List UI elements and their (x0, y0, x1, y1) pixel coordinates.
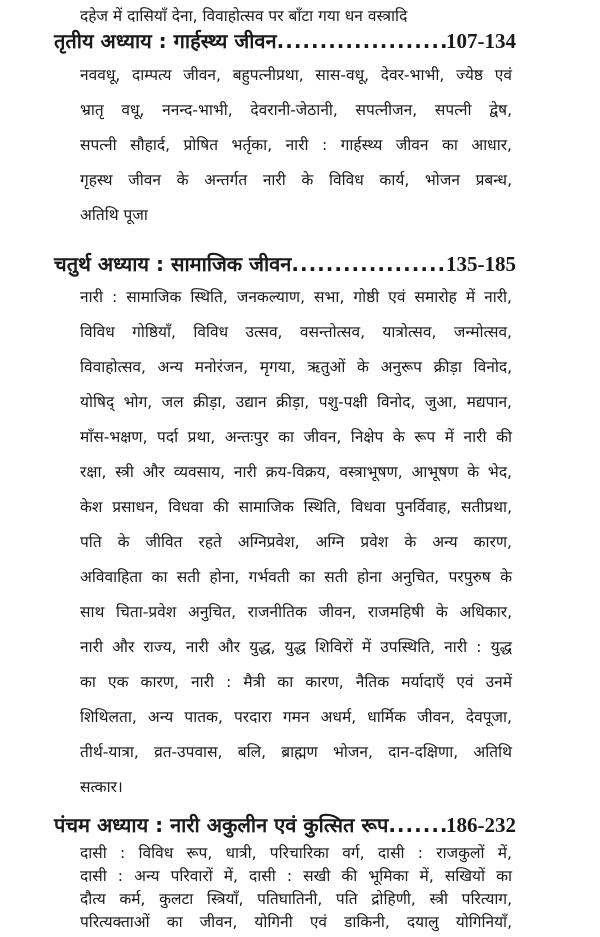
chapter-line: का एक कारण, नारी : मैत्री का कारण, नैतिक मर्यादाएँ एवं उनमें (80, 673, 512, 691)
chapter-line: भ्रातृ वधू, ननन्द-भाभी, देवरानी-जेठानी, सपत्नीजन, सपत्नी द्वेष, (80, 101, 512, 119)
chapter-line: विविध गोष्ठियाँ, विविध उत्सव, वसन्तोत्सव, यात्रोत्सव, जन्मोत्सव, (80, 323, 512, 341)
chapter-line: विवाहोत्सव, अन्य मनोरंजन, मृगया, ऋतुओं के अनुरूप क्रीड़ा विनोद, (80, 358, 512, 376)
chapter-title: पंचम अध्याय : नारी अकुलीन एवं कुत्सित रूप (54, 813, 389, 837)
chapter-line: अविवाहिता का सती होना, गर्भवती का सती होना अनुचित, परपुरुष के (80, 568, 512, 586)
chapter-pages: 186-232 (446, 813, 516, 837)
chapter-line: नारी : सामाजिक स्थिति, जनकल्याण, सभा, गोष्ठी एवं समारोह में नारी, (80, 288, 512, 306)
chapter-line: पति के जीवित रहते अग्निप्रवेश, अग्नि प्रवेश के अन्य कारण, (80, 533, 512, 551)
chapter-line: साथ चिता-प्रवेश अनुचित, राजनीतिक जीवन, राजमहिषी के अधिकार, (80, 603, 512, 621)
chapter-line: केश प्रसाधन, विधवा की सामाजिक स्थिति, विधवा पुनर्विवाह, सतीप्रथा, (80, 498, 512, 516)
dot-leader (291, 251, 446, 277)
chapter-line: गृहस्थ जीवन के अन्तर्गत नारी के विविध कार्य, भोजन प्रबन्ध, (80, 171, 512, 189)
chapter-line: नववधू, दाम्पत्य जीवन, बहुपत्नीप्रथा, सास-वधू, देवर-भाभी, ज्येष्ठ एवं (80, 66, 512, 84)
chapter-heading-5 (54, 812, 516, 838)
chapter-line: सत्कार। (80, 778, 123, 796)
chapter-line: दौत्य कर्म, कुलटा स्त्रियाँ, पतिघातिनी, पति द्रोहिणी, स्त्री परित्याग, (80, 890, 512, 908)
chapter-line: सपत्नी सौहार्द, प्रोषित भर्तृका, नारी : गार्हस्थ्य जीवन का आधार, (80, 136, 512, 154)
chapter-title: चतुर्थ अध्याय : सामाजिक जीवन (54, 252, 292, 276)
chapter-pages: 135-185 (446, 252, 516, 276)
chapter-line: योषिद् भोग, जल क्रीड़ा, उद्यान क्रीड़ा, पशु-पक्षी विनोद, जुआ, मद्यपान, (80, 393, 512, 411)
chapter-pages: 107-134 (446, 29, 516, 53)
chapter-line: नारी और राज्य, नारी और युद्ध, युद्ध शिविरों में उपस्थिति, नारी : युद्ध (80, 638, 512, 656)
dot-leader (388, 812, 446, 838)
chapter-line: दासी : अन्य परिवारों में, दासी : सखी की भूमिका में, सखियों का (80, 867, 512, 885)
chapter-line: माँस-भक्षण, पर्दा प्रथा, अन्तःपुर का जीवन, निक्षेप के रूप में नारी की (80, 428, 512, 446)
chapter-line: रक्षा, स्त्री और व्यवसाय, नारी क्रय-विक्रय, वस्त्राभूषण, आभूषण के भेद, (80, 463, 512, 481)
chapter-line: दासी : विविध रूप, धात्री, परिचारिका वर्ग, दासी : राजकुलों में, (80, 844, 512, 862)
chapter-line: परित्यक्ताओं का जीवन, योगिनी एवं डाकिनी, दयालु योगिनियाँ, (80, 913, 512, 931)
dot-leader (277, 28, 446, 54)
chapter-line: अतिथि पूजा (80, 206, 148, 224)
intro-line: दहेज में दासियाँ देना, विवाहोत्सव पर बाँटा गया धन वस्त्रादि (80, 7, 408, 25)
chapter-heading-3 (54, 28, 516, 54)
chapter-title: तृतीय अध्याय : गार्हस्थ्य जीवन (54, 29, 277, 53)
chapter-heading-4 (54, 251, 516, 277)
chapter-line: तीर्थ-यात्रा, व्रत-उपवास, बलि, ब्राह्मण भोजन, दान-दक्षिणा, अतिथि (80, 743, 512, 761)
chapter-line: शिथिलता, अन्य पातक, परदारा गमन अधर्म, धार्मिक जीवन, देवपूजा, (80, 708, 512, 726)
